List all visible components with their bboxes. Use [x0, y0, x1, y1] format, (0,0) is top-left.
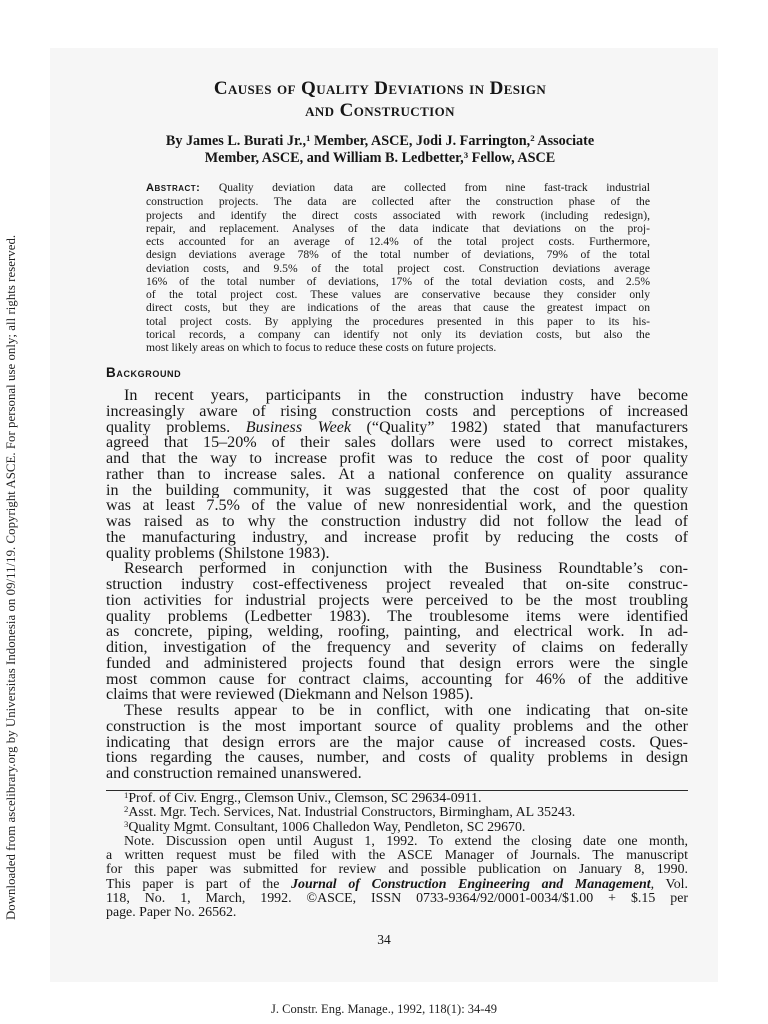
abstract-line: design deviations average 78% of the total number of deviations, 79% of the total: [146, 248, 650, 262]
note-line: Note. Discussion open until August 1, 1992. To extend the closing date one month,: [124, 834, 688, 849]
note-line: for this paper was submitted for review and possible publication on January 8, 1990.: [106, 863, 688, 878]
body-line: In recent years, participants in the construction industry have become: [124, 388, 688, 404]
body-line: most common cause for contract claims, accounting for 46% of the additive: [106, 671, 688, 688]
journal-name: Journal of Construction Engineering and Management: [291, 877, 651, 892]
body-line: increasingly aware of rising construction costs and perceptions of increased: [106, 403, 688, 420]
download-watermark: Downloaded from ascelibrary.org by Universitas Indonesia on 09/11/19. Copyright ASCE. For personal use only; all rights reserved.: [4, 234, 18, 920]
footnote-3: $^3$Quality Mgmt. Consultant, 1006 Challedon Way, Pendleton, SC 29670.: [124, 820, 526, 835]
body-line: and construction remained unanswered.: [106, 766, 362, 782]
authors-line-1: By James L. Burati Jr.,$^1$ Member, ASCE, Jodi J. Farrington,$^2$ Associate: [165, 133, 595, 149]
abstract-line: construction projects. The data are collected after the construction phase of the: [146, 195, 650, 209]
abstract-line: 16% of the total number of deviations, 17% of the total deviation costs, and 2.5%: [146, 274, 650, 288]
body-text: [106, 388, 688, 782]
note-line: page. Paper No. 26562.: [106, 906, 237, 921]
section-heading-background: Background: [106, 365, 182, 380]
body-line: was raised as to why the construction industry did not follow the lead of: [106, 514, 688, 530]
abstract-line: ects accounted for an average of 12.4% of the total project costs. Furthermore,: [146, 235, 650, 248]
abstract: [146, 181, 650, 354]
body-line: tion activities for industrial projects were perceived to be the most troubling: [106, 592, 688, 609]
paper-title-line-1: Causes of Quality Deviations in Design: [213, 78, 547, 99]
body-line: These results appear to be in conflict, with one indicating that on-site: [124, 703, 688, 719]
footnotes: [106, 792, 688, 921]
page-number: 34: [377, 932, 391, 947]
body-line: quality problems. Business Week (“Quality” 1982) stated that manufacturers: [106, 419, 688, 436]
abstract-line: of the total project cost. These values are conservative because they consider only: [146, 288, 650, 301]
body-line: Research performed in conjunction with the Business Roundtable’s con-: [124, 561, 688, 577]
abstract-line: direct costs, but they are indications of the areas that cause the greatest impact on: [146, 301, 650, 315]
body-line: tions regarding the causes, number, and costs of quality problems in design: [106, 750, 688, 766]
abstract-line: projects and identify the direct costs associated with rework (including redesign),: [146, 208, 650, 222]
body-line: quality problems (Ledbetter 1983). The troublesome items were identified: [106, 608, 688, 625]
body-line: quality problems (Shilstone 1983).: [106, 545, 330, 562]
body-line: the manufacturing industry, and increase profit by reducing the costs of: [106, 529, 688, 546]
abstract-line: most likely areas on which to focus to reduce these costs on future projects.: [146, 341, 497, 354]
body-line: was at least 7.5% of the value of new nonresidential work, and the question: [106, 498, 688, 514]
abstract-line: deviation costs, and 9.5% of the total project cost. Construction deviations average: [146, 261, 650, 275]
footnote-1: $^1$Prof. of Civ. Engrg., Clemson Univ., Clemson, SC 29634-0911.: [124, 792, 482, 806]
body-line: agreed that 15–20% of their sales dollars were used to correct mistakes,: [106, 435, 688, 451]
note-line: a written request must be filed with the ASCE Manager of Journals. The manuscript: [106, 849, 688, 864]
body-line: indicating that design errors are the major cause of increased costs. Ques-: [106, 734, 688, 751]
abstract-line: Abstract: Quality deviation data are collected from nine fast-track industrial: [146, 181, 650, 194]
footnote-2: $^2$Asst. Mgr. Tech. Services, Nat. Industrial Constructors, Birmingham, AL 35243.: [124, 806, 576, 821]
abstract-label: Abstract:: [146, 182, 201, 194]
body-line: as concrete, piping, welding, roofing, painting, and electrical work. In ad-: [106, 624, 688, 640]
abstract-line: repair, and replacement. Analyses of the data indicate that deviations on the proj-: [146, 221, 650, 235]
abstract-line: total project costs. By applying the procedures presented in this paper to its his-: [146, 314, 650, 328]
abstract-line: torical records, a company can identify not only its deviation costs, but also the: [146, 327, 650, 341]
note-line: This paper is part of the Journal of Construction Engineering and Management, Vol.: [106, 877, 688, 892]
authors-line-2: Member, ASCE, and William B. Ledbetter,$^3$ Fellow, ASCE: [204, 150, 556, 166]
body-line: struction industry cost-effectiveness project revealed that on-site construc-: [106, 577, 688, 593]
body-line: dition, investigation of the frequency and severity of claims on federally: [106, 640, 688, 656]
magazine-title: Business Week: [245, 419, 351, 436]
journal-citation: J. Constr. Eng. Manage., 1992, 118(1): 34-49: [271, 1002, 497, 1016]
body-line: funded and administered projects found that design errors were the single: [106, 655, 688, 672]
body-line: rather than to increase sales. At a national conference on quality assurance: [106, 466, 688, 483]
body-line: in the building community, it was suggested that the cost of poor quality: [106, 482, 688, 499]
footnote-divider: [106, 790, 688, 791]
body-line: and that the way to increase profit was to reduce the cost of poor quality: [106, 451, 688, 467]
body-line: construction is the most important source of quality problems and the other: [106, 718, 688, 735]
paper-title-line-2: and Construction: [305, 100, 455, 121]
note-line: 118, No. 1, March, 1992. ©ASCE, ISSN 0733-9364/92/0001-0034/$1.00 + $.15 per: [106, 892, 688, 907]
body-line: claims that were reviewed (Diekmann and Nelson 1985).: [106, 687, 474, 703]
